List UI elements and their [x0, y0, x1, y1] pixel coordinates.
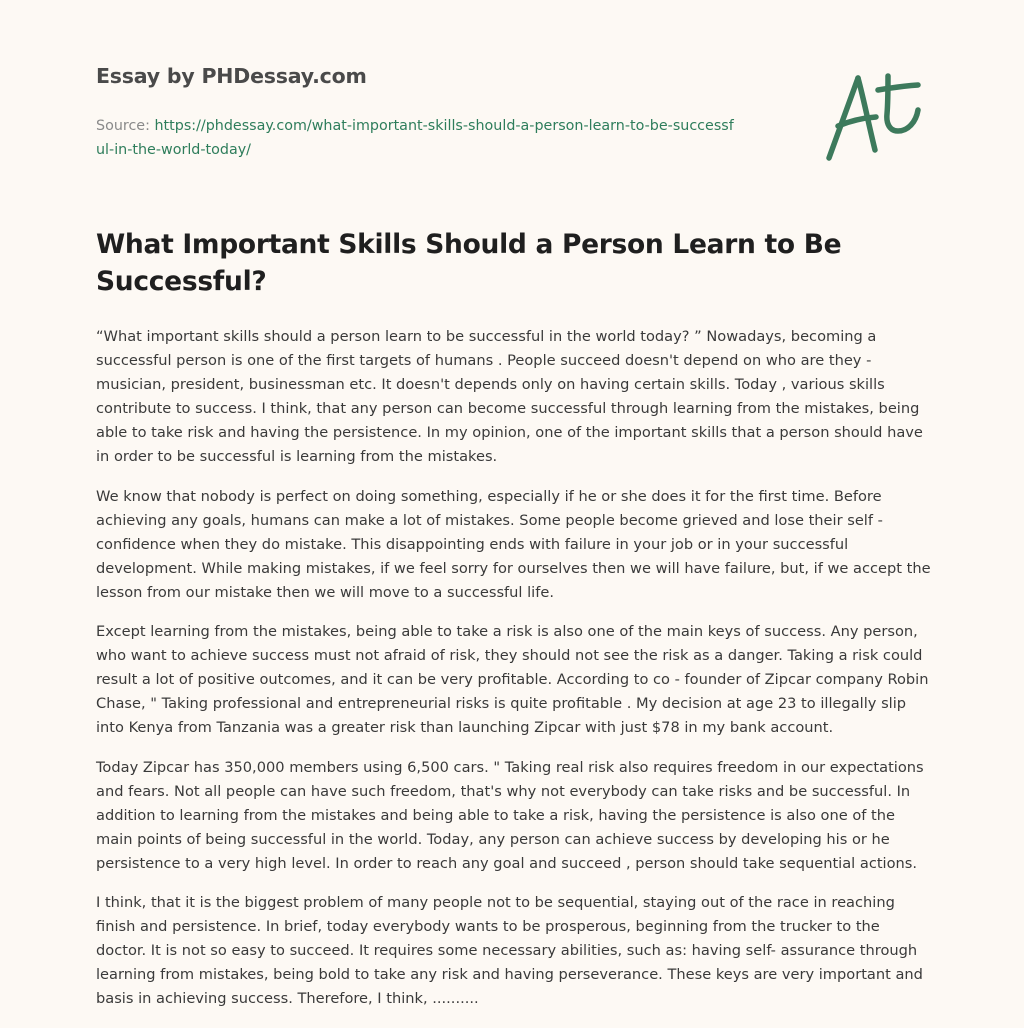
a-plus-grade-icon — [820, 68, 930, 168]
a-plus-logo-graphic — [820, 68, 930, 168]
site-brand: Essay by PHDessay.com — [96, 64, 367, 88]
essay-paragraph: I think, that it is the biggest problem of many people not to be sequential, staying out of the race in reaching finish and persistence. In brief, today everybody wants to be prosperous, beginning from the trucker to the doctor. It is not so easy to succeed. It requires some necessary abilities, such as: having self- assurance through learning from mistakes, being bold to take any risk and having perseverance. These keys are very important and basis in achieving success. Therefore, I think, .......... — [96, 893, 923, 1008]
source-line — [96, 114, 736, 162]
essay-title: What Important Skills Should a Person Learn to Be Successful? — [96, 229, 842, 297]
essay-paragraph: Except learning from the mistakes, being able to take a risk is also one of the main keys of success. Any person, who want to achieve success must not afraid of risk, they should not see the risk as a danger. Taking a risk could result a lot of positive outcomes, and it can be very profitable. According to co - founder of Zipcar company Robin Chase, " Taking professional and entrepreneurial risks is quite profitable . My decision at age 23 to illegally slip into Kenya from Tanzania was a greater risk than launching Zipcar with just $78 in my bank account. — [96, 623, 929, 737]
essay-paragraph: Today Zipcar has 350,000 members using 6,500 cars. " Taking real risk also requires freedom in our expectations and fears. Not all people can have such freedom, that's why not everybody can take risks and be successful. In addition to learning from the mistakes and being able to take a risk, having the persistence is also one of the main points of being successful in the world. Today, any person can achieve success by developing his or he persistence to a very high level. In order to reach any goal and succeed , person should take sequential actions. — [96, 758, 924, 872]
essay-paragraph: We know that nobody is perfect on doing something, especially if he or she does it for the first time. Before achieving any goals, humans can make a lot of mistakes. Some people become grieved and lose their self - confidence when they do mistake. This disappointing ends with failure in your job or in your successful development. While making mistakes, if we feel sorry for ourselves then we will have failure, but, if we accept the lesson from our mistake then we will move to a successful life. — [96, 487, 931, 601]
page-header — [96, 64, 736, 162]
source-label: Source: — [96, 118, 155, 134]
essay-paragraph: “What important skills should a person learn to be successful in the world today? ” Nowadays, becoming a successful person is one of the first targets of humans . People succeed doesn't depend on who are they - musician, president, businessman etc. It doesn't depends only on having certain skills. Today , various skills contribute to success. I think, that any person can become successful through learning from the mistakes, being able to take risk and having the persistence. In my opinion, one of the important skills that a person should have in order to be successful is learning from the mistakes. — [96, 328, 923, 466]
source-link[interactable]: https://phdessay.com/what-important-skills-should-a-person-learn-to-be-successful-in-the-world-today/ — [96, 118, 734, 158]
essay-body — [96, 325, 932, 1026]
